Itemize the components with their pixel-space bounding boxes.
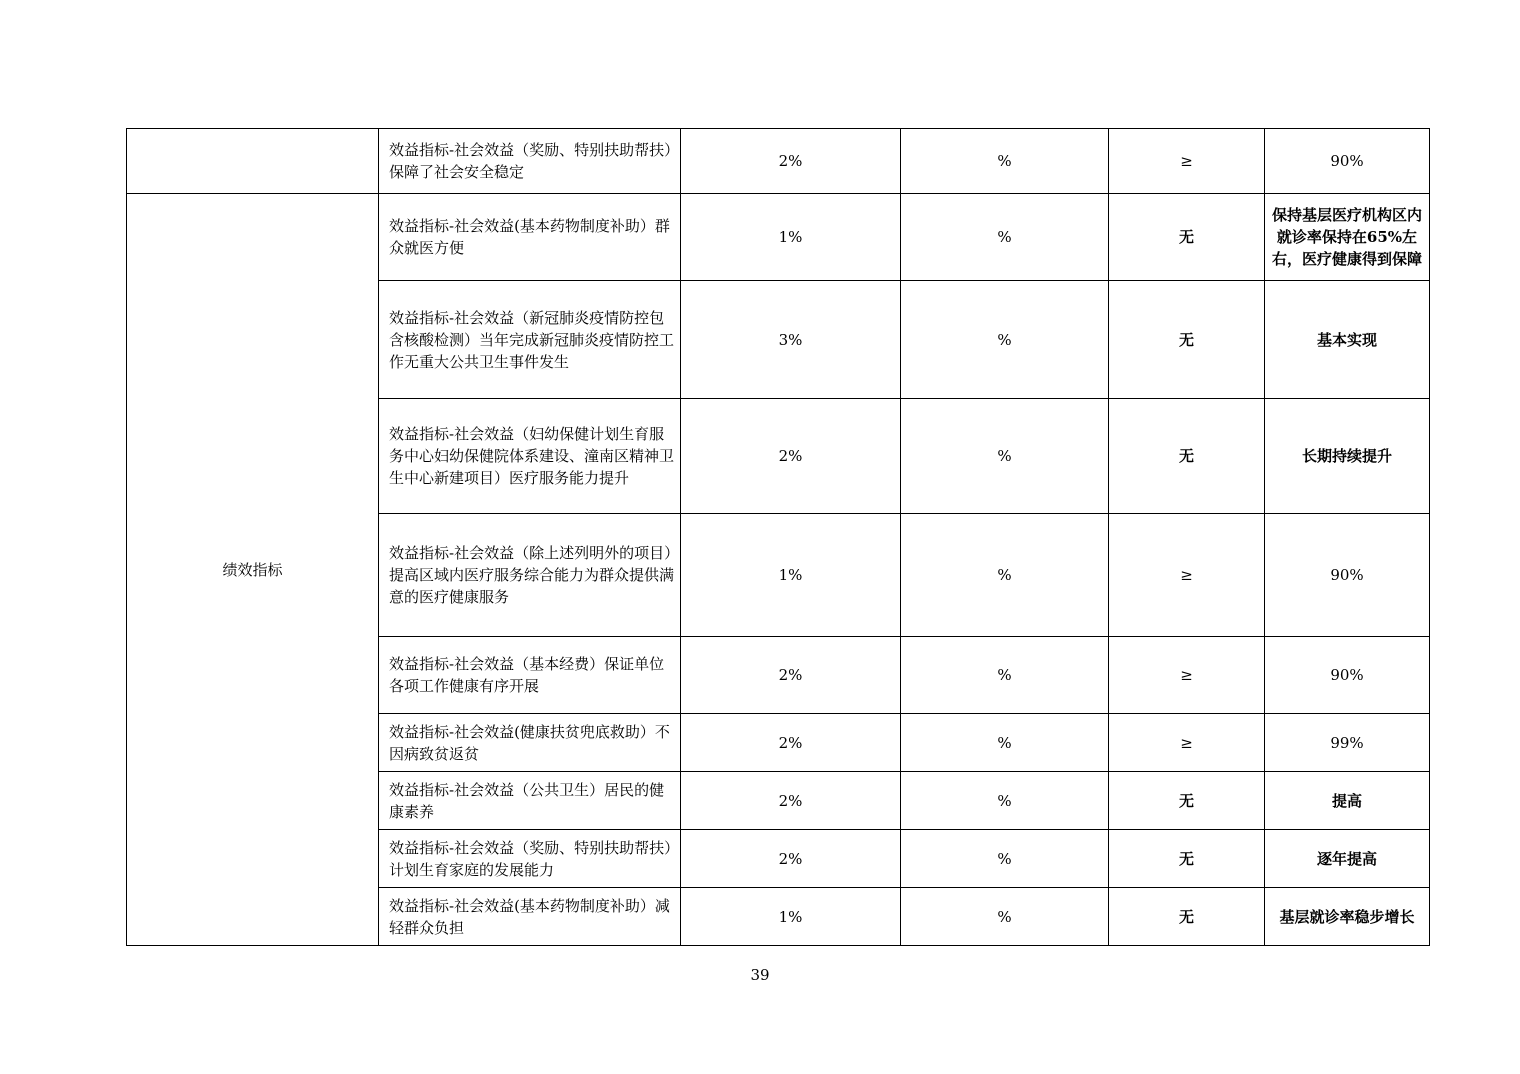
indicator-weight: 2%	[681, 772, 901, 830]
indicator-operator: ≥	[1109, 129, 1265, 194]
indicator-unit: %	[901, 194, 1109, 281]
indicator-weight: 3%	[681, 281, 901, 399]
indicator-operator: ≥	[1109, 637, 1265, 714]
indicator-unit: %	[901, 514, 1109, 637]
table-row	[127, 194, 1430, 281]
page-number: 39	[750, 966, 770, 984]
indicator-target: 99%	[1265, 714, 1430, 772]
indicator-desc: 效益指标-社会效益（新冠肺炎疫情防控包含核酸检测）当年完成新冠肺炎疫情防控工作无重大公共卫生事件发生	[379, 281, 681, 399]
indicator-operator: 无	[1109, 399, 1265, 514]
indicator-weight: 1%	[681, 888, 901, 946]
indicator-unit: %	[901, 888, 1109, 946]
indicator-target: 90%	[1265, 129, 1430, 194]
indicator-target: 基本实现	[1265, 281, 1430, 399]
indicator-unit: %	[901, 830, 1109, 888]
indicator-target: 90%	[1265, 514, 1430, 637]
indicator-unit: %	[901, 399, 1109, 514]
indicator-table	[126, 128, 1430, 946]
group-label: 绩效指标	[127, 194, 379, 946]
indicator-target: 逐年提高	[1265, 830, 1430, 888]
indicator-desc: 效益指标-社会效益（公共卫生）居民的健康素养	[379, 772, 681, 830]
indicator-weight: 2%	[681, 399, 901, 514]
indicator-desc: 效益指标-社会效益（基本经费）保证单位各项工作健康有序开展	[379, 637, 681, 714]
indicator-target: 提高	[1265, 772, 1430, 830]
indicator-target: 保持基层医疗机构区内就诊率保持在65%左右，医疗健康得到保障	[1265, 194, 1430, 281]
indicator-desc: 效益指标-社会效益（除上述列明外的项目）提高区域内医疗服务综合能力为群众提供满意的医疗健康服务	[379, 514, 681, 637]
indicator-unit: %	[901, 637, 1109, 714]
table-row	[127, 129, 1430, 194]
indicator-operator: 无	[1109, 830, 1265, 888]
indicator-weight: 1%	[681, 514, 901, 637]
indicator-unit: %	[901, 281, 1109, 399]
indicator-desc: 效益指标-社会效益（奖励、特别扶助帮扶）计划生育家庭的发展能力	[379, 830, 681, 888]
indicator-weight: 2%	[681, 830, 901, 888]
indicator-weight: 1%	[681, 194, 901, 281]
indicator-target: 基层就诊率稳步增长	[1265, 888, 1430, 946]
indicator-operator: ≥	[1109, 714, 1265, 772]
indicator-target: 长期持续提升	[1265, 399, 1430, 514]
indicator-weight: 2%	[681, 637, 901, 714]
indicator-target: 90%	[1265, 637, 1430, 714]
indicator-desc: 效益指标-社会效益（奖励、特别扶助帮扶）保障了社会安全稳定	[379, 129, 681, 194]
group-cell-empty	[127, 129, 379, 194]
indicator-unit: %	[901, 772, 1109, 830]
indicator-operator: 无	[1109, 888, 1265, 946]
indicator-desc: 效益指标-社会效益(基本药物制度补助）减轻群众负担	[379, 888, 681, 946]
indicator-weight: 2%	[681, 714, 901, 772]
indicator-operator: ≥	[1109, 514, 1265, 637]
indicator-operator: 无	[1109, 772, 1265, 830]
indicator-unit: %	[901, 714, 1109, 772]
indicator-operator: 无	[1109, 194, 1265, 281]
indicator-desc: 效益指标-社会效益(健康扶贫兜底救助）不因病致贫返贫	[379, 714, 681, 772]
indicator-weight: 2%	[681, 129, 901, 194]
indicator-desc: 效益指标-社会效益(基本药物制度补助）群众就医方便	[379, 194, 681, 281]
indicator-operator: 无	[1109, 281, 1265, 399]
indicator-desc: 效益指标-社会效益（妇幼保健计划生育服务中心妇幼保健院体系建设、潼南区精神卫生中心新建项目）医疗服务能力提升	[379, 399, 681, 514]
indicator-unit: %	[901, 129, 1109, 194]
